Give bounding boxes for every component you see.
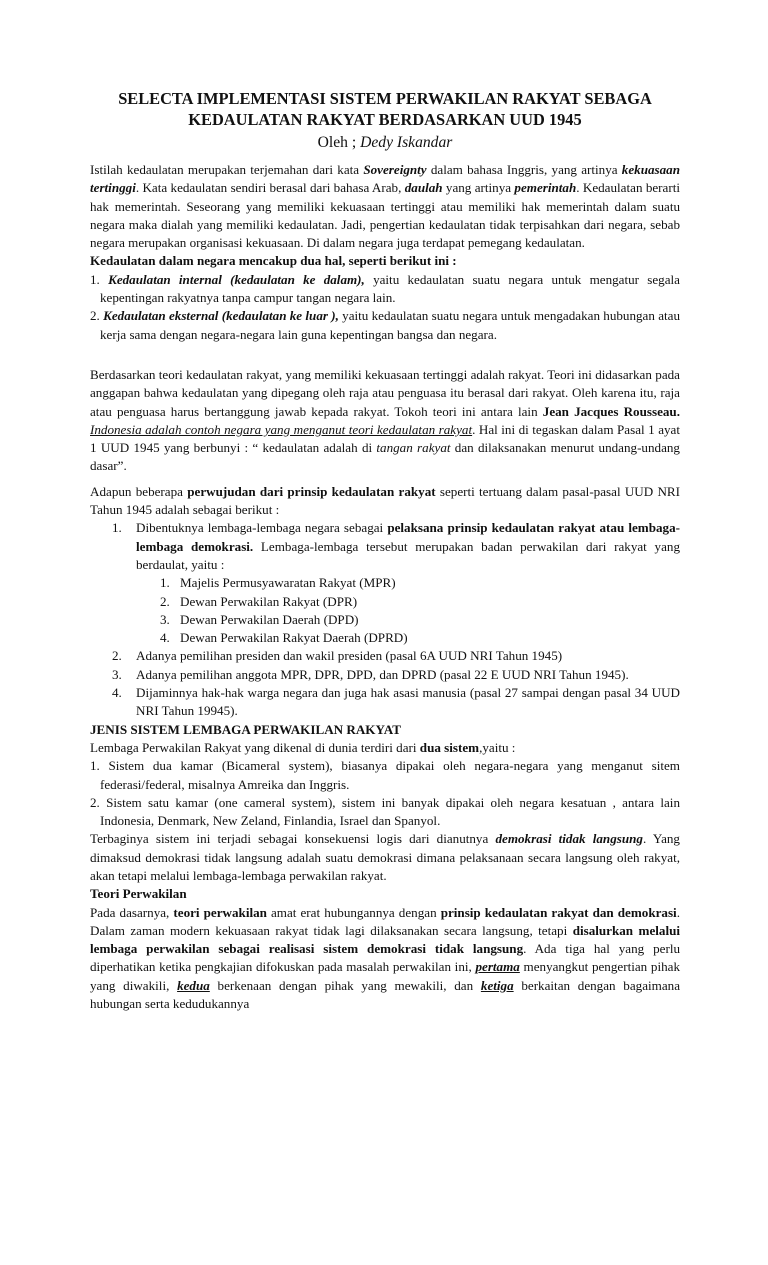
sublist-item: 2. Dewan Perwakilan Rakyat (DPR) xyxy=(160,593,358,609)
list-item: 2. Sistem satu kamar (one cameral system), sistem ini banyak dipakai oleh negara kesatuan , antara lain Indonesia, Denmark, New Zeland, Finlandia, Israel dan Spanyol. xyxy=(90,794,680,829)
title-line-1: SELECTA IMPLEMENTASI SISTEM PERWAKILAN RAKYAT SEBAGA xyxy=(118,89,652,108)
sublist-item: 1. Majelis Permusyawaratan Rakyat (MPR) xyxy=(160,575,396,591)
document-title xyxy=(90,88,680,130)
jenis-paragraph: Terbaginya sistem ini terjadi sebagai konsekuensi logis dari dianutnya demokrasi tidak langsung. Yang dimaksud demokrasi tidak langsung adalah suatu demokrasi dimana pelaksanaan secara langsung oleh rakyat, akan tetapi melalui lembaga-lembaga perwakilan rakyat. xyxy=(90,831,680,883)
list-item: 4. Dijaminnya hak-hak warga negara dan juga hak asasi manusia (pasal 27 sampai dengan pasal 34 UUD NRI Tahun 19945). xyxy=(112,685,680,719)
perwakilan-heading: Teori Perwakilan xyxy=(90,886,187,902)
list-item: 1. Dibentuknya lembaga-lembaga negara sebagai pelaksana prinsip kedaulatan rakyat atau lembaga-lembaga demokrasi. Lembaga-lembaga tersebut merupakan badan perwakilan dari rakyat yang berdaulat, yaitu : 1. Majelis Permusyawaratan Rakyat (MPR) 2. Dewan Perwakilan Rakyat (DPR) 3. Dewan Perwakilan Daerah (DPD) 4. Dewan Perwakilan Rakyat Daerah (DPRD) xyxy=(136,519,680,647)
sublist-item: 4. Dewan Perwakilan Rakyat Daerah (DPRD) xyxy=(160,630,408,646)
dua-hal-heading: Kedaulatan dalam negara mencakup dua hal, seperti berikut ini : xyxy=(90,253,457,269)
title-line-2: KEDAULATAN RAKYAT BERDASARKAN UUD 1945 xyxy=(188,110,582,129)
rousseau-name: Jean Jacques Rousseau. xyxy=(542,403,680,419)
list-item: 1. Kedaulatan internal (kedaulatan ke dalam), yaitu kedaulatan suatu negara untuk mengatur segala kepentingan rakyatnya tanpa campur tangan negara lain. xyxy=(90,271,680,306)
list-item: 1. Sistem dua kamar (Bicameral system), biasanya dipakai oleh negara-negara yang menganut sitem federasi/federal, misalnya Amreika dan Inggris. xyxy=(90,758,680,792)
author-line: Oleh ; Dedy Iskandar xyxy=(317,134,453,151)
list-item: 2. Adanya pemilihan presiden dan wakil presiden (pasal 6A UUD NRI Tahun 1945) xyxy=(112,648,563,664)
list-item: 2. Kedaulatan eksternal (kedaulatan ke luar ), yaitu kedaulatan suatu negara untuk mengadakan hubungan atau kerja sama dengan negara-negara lain guna kepentingan bangsa dan negara. xyxy=(90,308,681,342)
perwakilan-paragraph: Pada dasarnya, teori perwakilan amat erat hubungannya dengan prinsip kedaulatan rakyat dan demokrasi. Dalam zaman modern kekuasaan rakyat tidak lagi dilaksanakan secara langsung, tetapi disalurkan melalui lembaga perwakilan sebagai realisasi sistem demokrasi tidak langsung. Ada tiga hal yang perlu diperhatikan ketika pengkajian difokuskan pada masalah perwakilan ini, pertama menyangkut pengertian pihak yang diwakili, kedua berkenaan dengan pihak yang mewakili, dan ketiga berkaitan dengan bagaimana hubungan serta kedudukannya xyxy=(90,904,681,1012)
perwujudan-list xyxy=(90,519,680,720)
perwujudan-paragraph: Adapun beberapa perwujudan dari prinsip kedaulatan rakyat seperti tertuang dalam pasal-pasal UUD NRI Tahun 1945 adalah sebagai berikut : xyxy=(90,483,680,518)
author-name: Dedy Iskandar xyxy=(360,134,453,151)
sublist-item: 3. Dewan Perwakilan Daerah (DPD) xyxy=(160,611,359,627)
jenis-list xyxy=(90,757,680,830)
list-item: 3. Adanya pemilihan anggota MPR, DPR, DPD, dan DPRD (pasal 22 E UUD NRI Tahun 1945). xyxy=(112,666,629,682)
jenis-heading: JENIS SISTEM LEMBAGA PERWAKILAN RAKYAT xyxy=(90,721,401,737)
lembaga-sublist xyxy=(136,574,680,647)
teori-paragraph: Berdasarkan teori kedaulatan rakyat, yang memiliki kekuasaan tertinggi adalah rakyat. Teori ini didasarkan pada anggapan bahwa kedaulatan yang dipegang oleh raja atau penguasa itu berasal dari rakyat. Oleh karena itu, raja atau penguasa harus bertanggung jawab kepada rakyat. Tokoh teori ini antara lain Jean Jacques Rousseau. Indonesia adalah contoh negara yang menganut teori kedaulatan rakyat. Hal ini di tegaskan dalam Pasal 1 ayat 1 UUD 1945 yang berbunyi : “ kedaulatan adalah di tangan rakyat dan dilaksanakan menurut undang-undang dasar”. xyxy=(90,366,680,474)
document-page xyxy=(90,88,680,1013)
indonesia-link: Indonesia adalah contoh negara yang menganut teori kedaulatan rakyat xyxy=(90,421,473,437)
intro-paragraph: Istilah kedaulatan merupakan terjemahan dari kata Sovereignty dalam bahasa Inggris, yang artinya kekuasaan tertinggi. Kata kedaulatan sendiri berasal dari bahasa Arab, daulah yang artinya pemerintah. Kedaulatan berarti hak memerintah. Seseorang yang memiliki kekuasaan tertinggi atau memiliki hak memerintah dalam suatu negara maka dialah yang memiliki kedaulatan. Jadi, pengertian kedaulatan tidak terpisahkan dari negara, sebab negara merupakan organisasi kekuasaan. Di dalam negara juga terdapat pemegang kedaulatan. xyxy=(90,162,681,251)
dua-hal-list xyxy=(90,271,680,344)
jenis-intro: Lembaga Perwakilan Rakyat yang dikenal di dunia terdiri dari dua sistem,yaitu : xyxy=(90,739,516,755)
